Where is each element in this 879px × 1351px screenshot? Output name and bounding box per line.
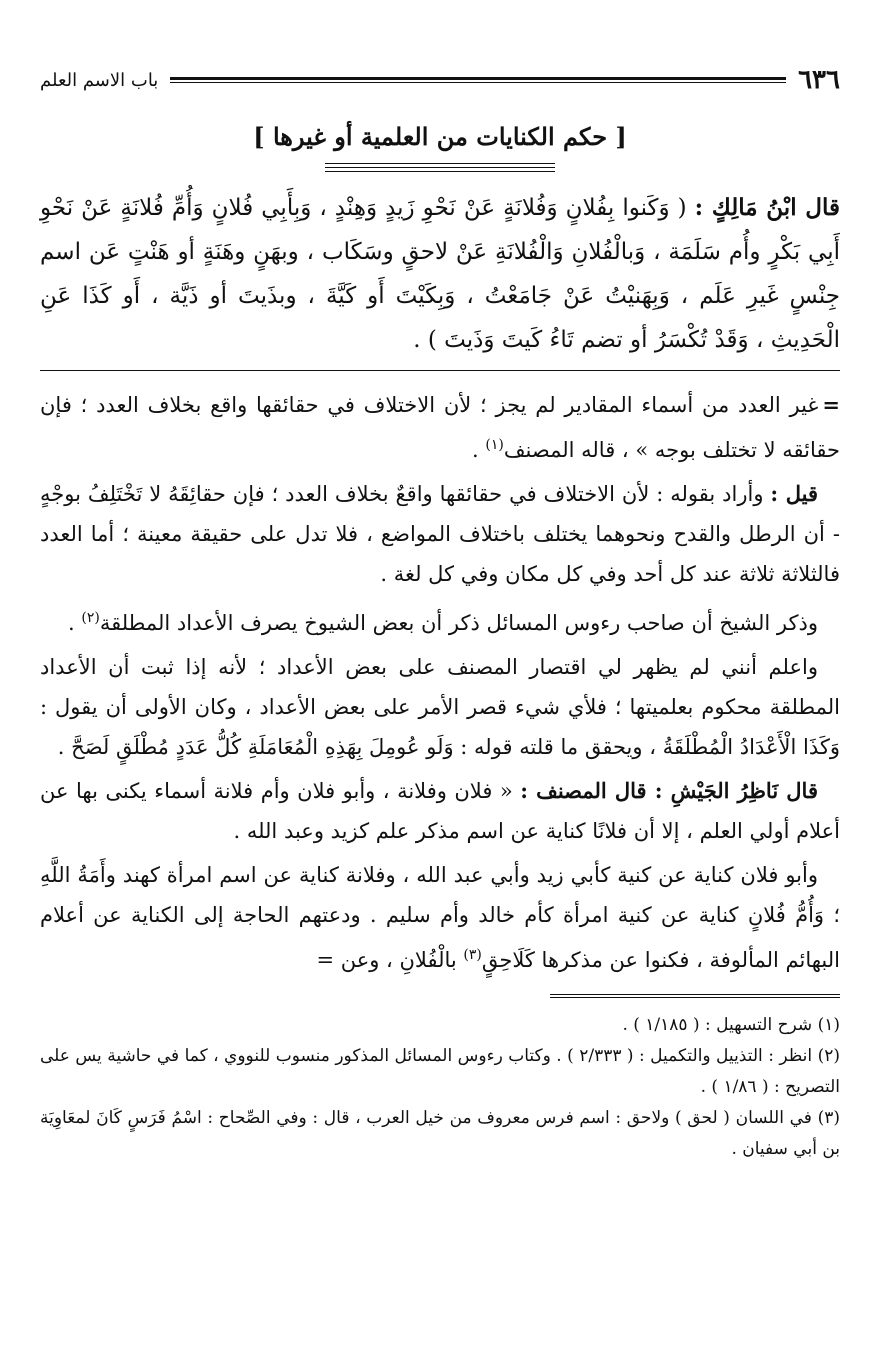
paragraph-tail: . <box>471 438 486 462</box>
book-page <box>40 60 840 1165</box>
title-underline <box>325 163 555 172</box>
matn-author: قال ابْنُ مَالِكٍ : <box>694 194 841 221</box>
paragraph-text: « فلان وفلانة ، وأبو فلان وأم فلانة أسماء يكنى بها عن أعلام أولي العلم ، إلا أن فلانًا كناية عن اسم مذكر علم كزيد وعبد الله . <box>40 779 840 843</box>
paragraph <box>40 474 840 594</box>
paragraph-lead: قال نَاظِرُ الجَيْشِ : قال المصنف : <box>520 778 818 803</box>
paragraph <box>40 771 840 851</box>
paragraph <box>40 855 840 980</box>
paragraph <box>40 598 840 643</box>
running-header <box>40 60 840 100</box>
paragraph-text: وأبو فلان كناية عن كنية كأبي زيد وأبي عبد الله ، وفلانة كناية عن اسم امرأة كهند وأَمَةُ اللَّهِ ؛ وَأُمُّ فُلانٍ كناية عن كنية امرأة كأم خالد وأم سليم . ودعتهم الحاجة إلى الكناية عن أعلام البهائم المألوفة ، فكنوا عن مذكرها كَلَاحِقٍ <box>40 863 840 972</box>
paragraph-tail: . <box>67 611 82 635</box>
footnote: (٢) انظر : التذييل والتكميل : ( ٢/٣٣٣ ) . وكتاب رءوس المسائل المذكور منسوب للنووي ، كما في حاشية يس على التصريح : ( ١/٨٦ ) . <box>40 1046 840 1097</box>
chapter-name: باب الاسم العلم <box>40 69 159 91</box>
commentary <box>40 385 840 980</box>
paragraph-tail: بالْفُلانِ ، وعن = <box>316 948 464 972</box>
paragraph-lead: قيل : <box>770 481 819 506</box>
paragraph-text: وذكر الشيخ أن صاحب رءوس المسائل ذكر أن بعض الشيوخ يصرف الأعداد المطلقة <box>99 611 818 635</box>
continuation-mark: = <box>822 392 840 417</box>
paragraph-text: وأراد بقوله : لأن الاختلاف في حقائقها واقعٌ بخلاف العدد ؛ فإن حقائِقَهُ لا تَخْتَلِفُ بوجْهٍ - أن الرطل والقدح ونحوهما يختلف باختلاف المواضع ، فلا تدل على حقيقة معينة ؛ أما العدد فالثلاثة ثلاثة عند كل أحد وفي كل مكان وفي كل لغة . <box>40 482 840 586</box>
footnote: (١) شرح التسهيل : ( ١/١٨٥ ) . <box>622 1015 840 1035</box>
paragraph-text: واعلم أنني لم يظهر لي اقتصار المصنف على بعض الأعداد ؛ لأنه إذا ثبت أن الأعداد المطلقة محكوم بعلميتها ؛ فلأي شيء قصر الأمر على بعض الأعداد ، وكان الأولى أن يقول : وَكَذَا الْأَعْدَادُ الْمُطْلَقَةُ ، ويحقق ما قلته قوله : وَلَو عُومِلَ بِهَذِهِ الْمُعَامَلَةِ كُلُّ عَدَدٍ مُطْلَقٍ لَصَحَّ . <box>40 655 840 759</box>
page-number: ٦٣٦ <box>798 65 840 95</box>
header-rule <box>170 77 786 83</box>
matn-body: ( وَكَنوا بِفُلانٍ وَفُلانَةٍ عَنْ نَحْوِ زَيدٍ وَهِنْدٍ ، وَبِأَبِي فُلانٍ وَأُمِّ فُلانَةٍ عَنْ نَحْوِ أَبِي بَكْرٍ وأُم سَلَمَة ، وَبالْفُلانِ وَالْفُلانَةِ عَنْ لاحقٍ وسَكَاب ، وبهَنٍ وهَنَةٍ أو هَنْتٍ عَن اسم جِنْسٍ غَيرِ عَلَم ، وَبِهَنيْتُ عَنْ جَامَعْتُ ، وَبِكَيْتَ أَو كَيَّةَ ، وبذَيتَ أو ذَيَّة ، أَو كَذَا عَنِ الْحَدِيثِ ، وَقَدْ تُكْسَرُ أو تضم تَاءُ كَيتَ وَذَيتَ ) . <box>40 195 840 353</box>
section-title: [ حكم الكنايات من العلمية أو غيرها ] <box>253 122 627 151</box>
footnotes <box>40 1010 840 1165</box>
footnote-ref: (٣) <box>463 947 482 963</box>
footnote: (٣) في اللسان ( لحق ) ولاحق : اسم فرس معروف من خيل العرب ، قال : وفي الصِّحاح : اسْمُ فَرَسٍ كَانَ لمعَاوِيَة بن أبي سفيان . <box>40 1108 840 1159</box>
footnote-separator <box>550 994 840 998</box>
footnote-ref: (٢) <box>81 610 100 626</box>
footnote-ref: (١) <box>485 437 504 453</box>
paragraph <box>40 647 840 767</box>
matn-text <box>40 186 840 371</box>
paragraph-text: غير العدد من أسماء المقادير لم يجز ؛ لأن الاختلاف في حقائقها واقع بخلاف العدد ؛ فإن حقائقه لا تختلف بوجه » ، قاله المصنف <box>40 393 840 462</box>
paragraph <box>40 385 840 470</box>
